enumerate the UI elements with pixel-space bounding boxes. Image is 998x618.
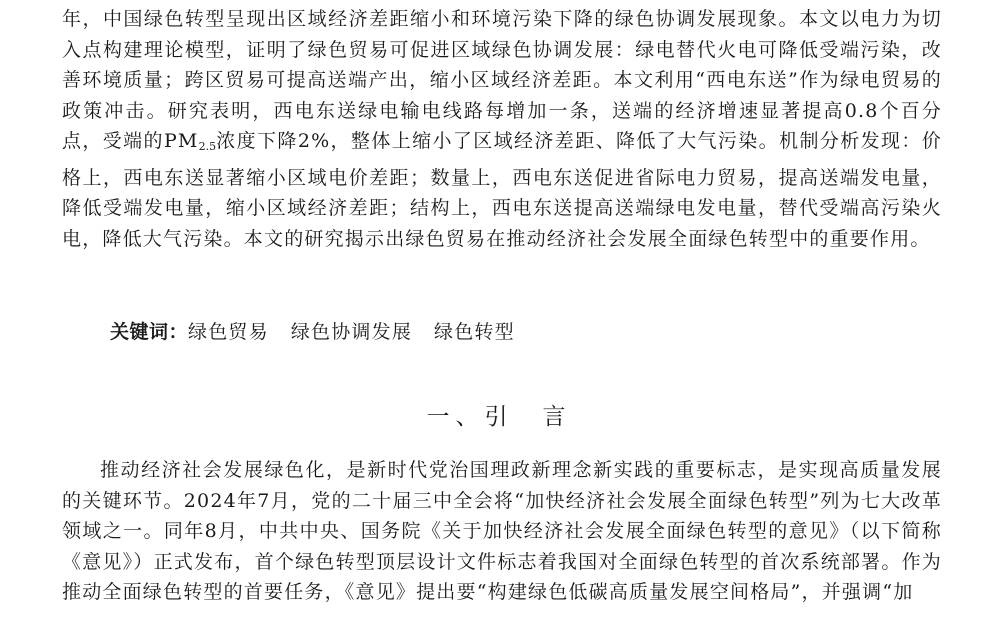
intro-paragraph: 推动经济社会发展绿色化，是新时代党治国理政新理念新实践的重要标志，是实现高质量发展的关键环节。2024年7月，党的二十届三中全会将“加快经济社会发展全面绿色转型”列为七大改革领域之一。同年8月，中共中央、国务院《关于加快经济社会发展全面绿色转型的意见》（以下简称《意见》）正式发布，首个绿色转型顶层设计文件标志着我国对全面绿色转型的首次系统部署。作为推动全面绿色转型的首要任务，《意见》提出要“构建绿色低碳高质量发展空间格局”，并强调“加 <box>62 459 942 603</box>
abstract-text-part2: 浓度下降2%，整体上缩小了区域经济差距、降低了大气污染。机制分析发现：价格上，西电东送显著缩小区域电价差距；数量上，西电东送促进省际电力贸易，提高送端发电量，降低受端发电量，缩小区域经济差距；结构上，西电东送提高送端绿电发电量，替代受端高污染火电，降低大气污染。本文的研究揭示出绿色贸易在推动经济社会发展全面绿色转型中的重要作用。 <box>62 130 942 250</box>
keywords-label: 关键词： <box>110 321 189 343</box>
keyword-item: 绿色协调发展 <box>290 321 413 343</box>
pm-subscript: 2.5 <box>198 140 217 153</box>
keywords-line <box>110 318 537 346</box>
abstract-paragraph <box>62 4 942 254</box>
section-heading: 一、引 言 <box>426 404 572 430</box>
keyword-item: 绿色转型 <box>434 321 515 343</box>
abstract-text-part1: 年，中国绿色转型呈现出区域经济差距缩小和环境污染下降的绿色协调发展现象。本文以电力为切入点构建理论模型，证明了绿色贸易可促进区域绿色协调发展：绿电替代火电可降低受端污染，改善环境质量；跨区贸易可提高送端产出，缩小区域经济差距。本文利用“西电东送”作为绿电贸易的政策冲击。研究表明，西电东送绿电输电线路每增加一条，送端的经济增速显著提高0.8个百分点，受端的PM <box>62 8 942 152</box>
keyword-item: 绿色贸易 <box>188 321 269 343</box>
